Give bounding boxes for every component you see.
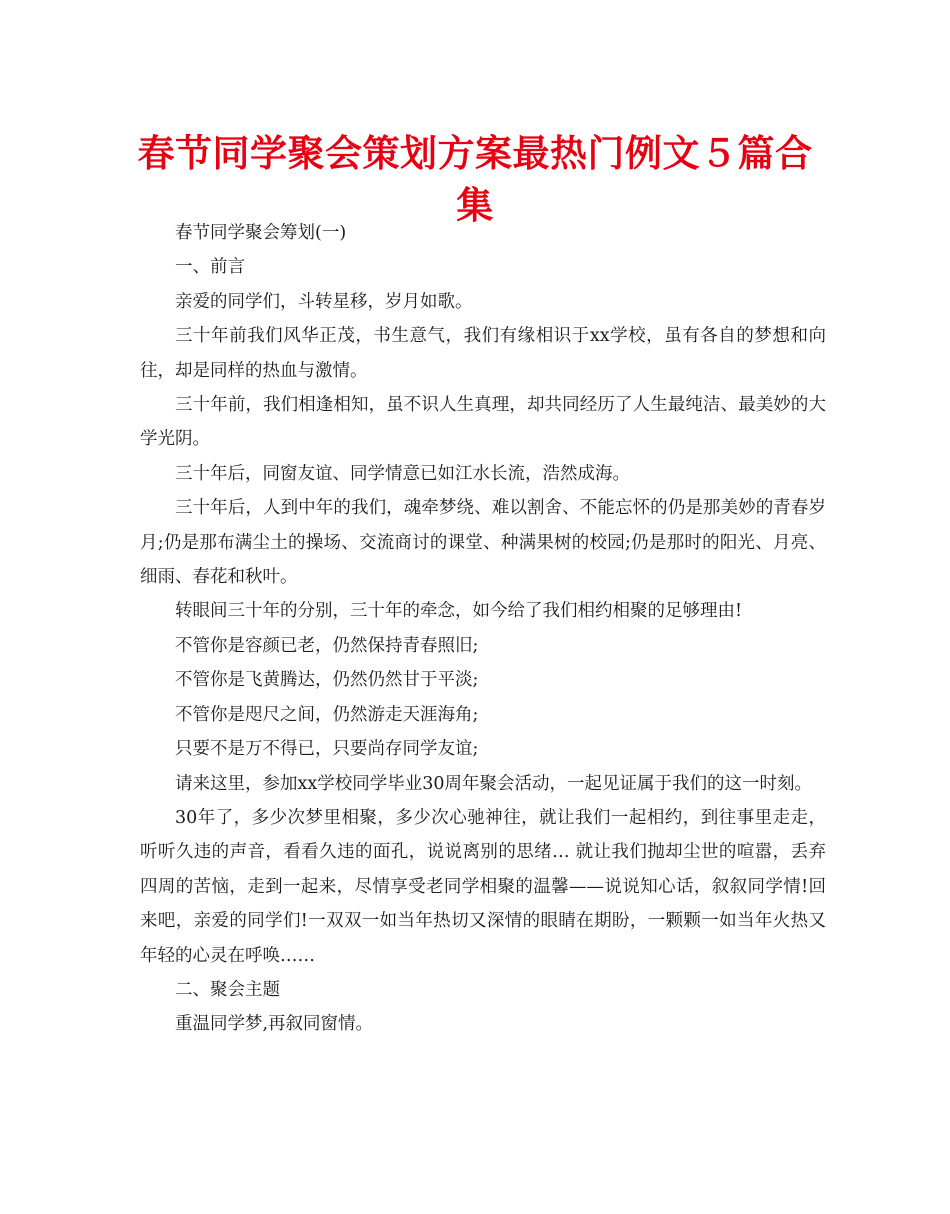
paragraph: 重温同学梦,再叙同窗情。 bbox=[175, 1014, 374, 1035]
paragraph: 请来这里，参加xx学校同学毕业30周年聚会活动，一起见证属于我们的这一时刻。 bbox=[175, 773, 813, 794]
subsection-heading: 一、前言 bbox=[175, 257, 245, 278]
section-heading: 春节同学聚会筹划(一) bbox=[175, 223, 347, 243]
subsection-heading: 二、聚会主题 bbox=[175, 979, 280, 1000]
paragraph: 三十年后，人到中年的我们，魂牵梦绕、难以割舍、不能忘怀的仍是那美妙的青春岁月;仍是那布满尘土的操场、交流商讨的课堂、种满果树的校园;仍是那时的阳光、月亮、细雨、春花和秋叶。 bbox=[140, 498, 826, 588]
paragraph: 亲爱的同学们，斗转星移，岁月如歌。 bbox=[175, 291, 473, 312]
paragraph: 三十年前我们风华正茂，书生意气，我们有缘相识于xx学校，虽有各自的梦想和向往，却是同样的热血与激情。 bbox=[140, 326, 826, 381]
document-title: 春节同学聚会策划方案最热门例文５篇合集 bbox=[137, 132, 813, 227]
document-body bbox=[140, 216, 826, 1042]
paragraph: 30年了，多少次梦里相聚，多少次心驰神往，就让我们一起相约，到往事里走走，听听久违的声音，看看久违的面孔，说说离别的思绪… 就让我们抛却尘世的喧嚣，丢弃四周的苦恼，走到一起来，尽情享受老同学相聚的温馨——说说知心话，叙叙同学情!回来吧，亲爱的同学们!一双双一如当年热切又深情的眼睛在期盼，一颗颗一如当年火热又年轻的心灵在呼唤…… bbox=[140, 807, 826, 966]
paragraph: 三十年前，我们相逢相知，虽不识人生真理，却共同经历了人生最纯洁、最美妙的大学光阴。 bbox=[140, 395, 826, 450]
paragraph: 三十年后，同窗友谊、同学情意已如江水长流，浩然成海。 bbox=[175, 463, 630, 484]
paragraph: 转眼间三十年的分别，三十年的牵念，如今给了我们相约相聚的足够理由! bbox=[175, 601, 743, 622]
paragraph: 不管你是飞黄腾达，仍然仍然甘于平淡; bbox=[175, 670, 479, 691]
paragraph: 不管你是容颜已老，仍然保持青春照旧; bbox=[175, 635, 479, 656]
paragraph: 不管你是咫尺之间，仍然游走天涯海角; bbox=[175, 704, 479, 725]
paragraph: 只要不是万不得已，只要尚存同学友谊; bbox=[175, 739, 479, 760]
